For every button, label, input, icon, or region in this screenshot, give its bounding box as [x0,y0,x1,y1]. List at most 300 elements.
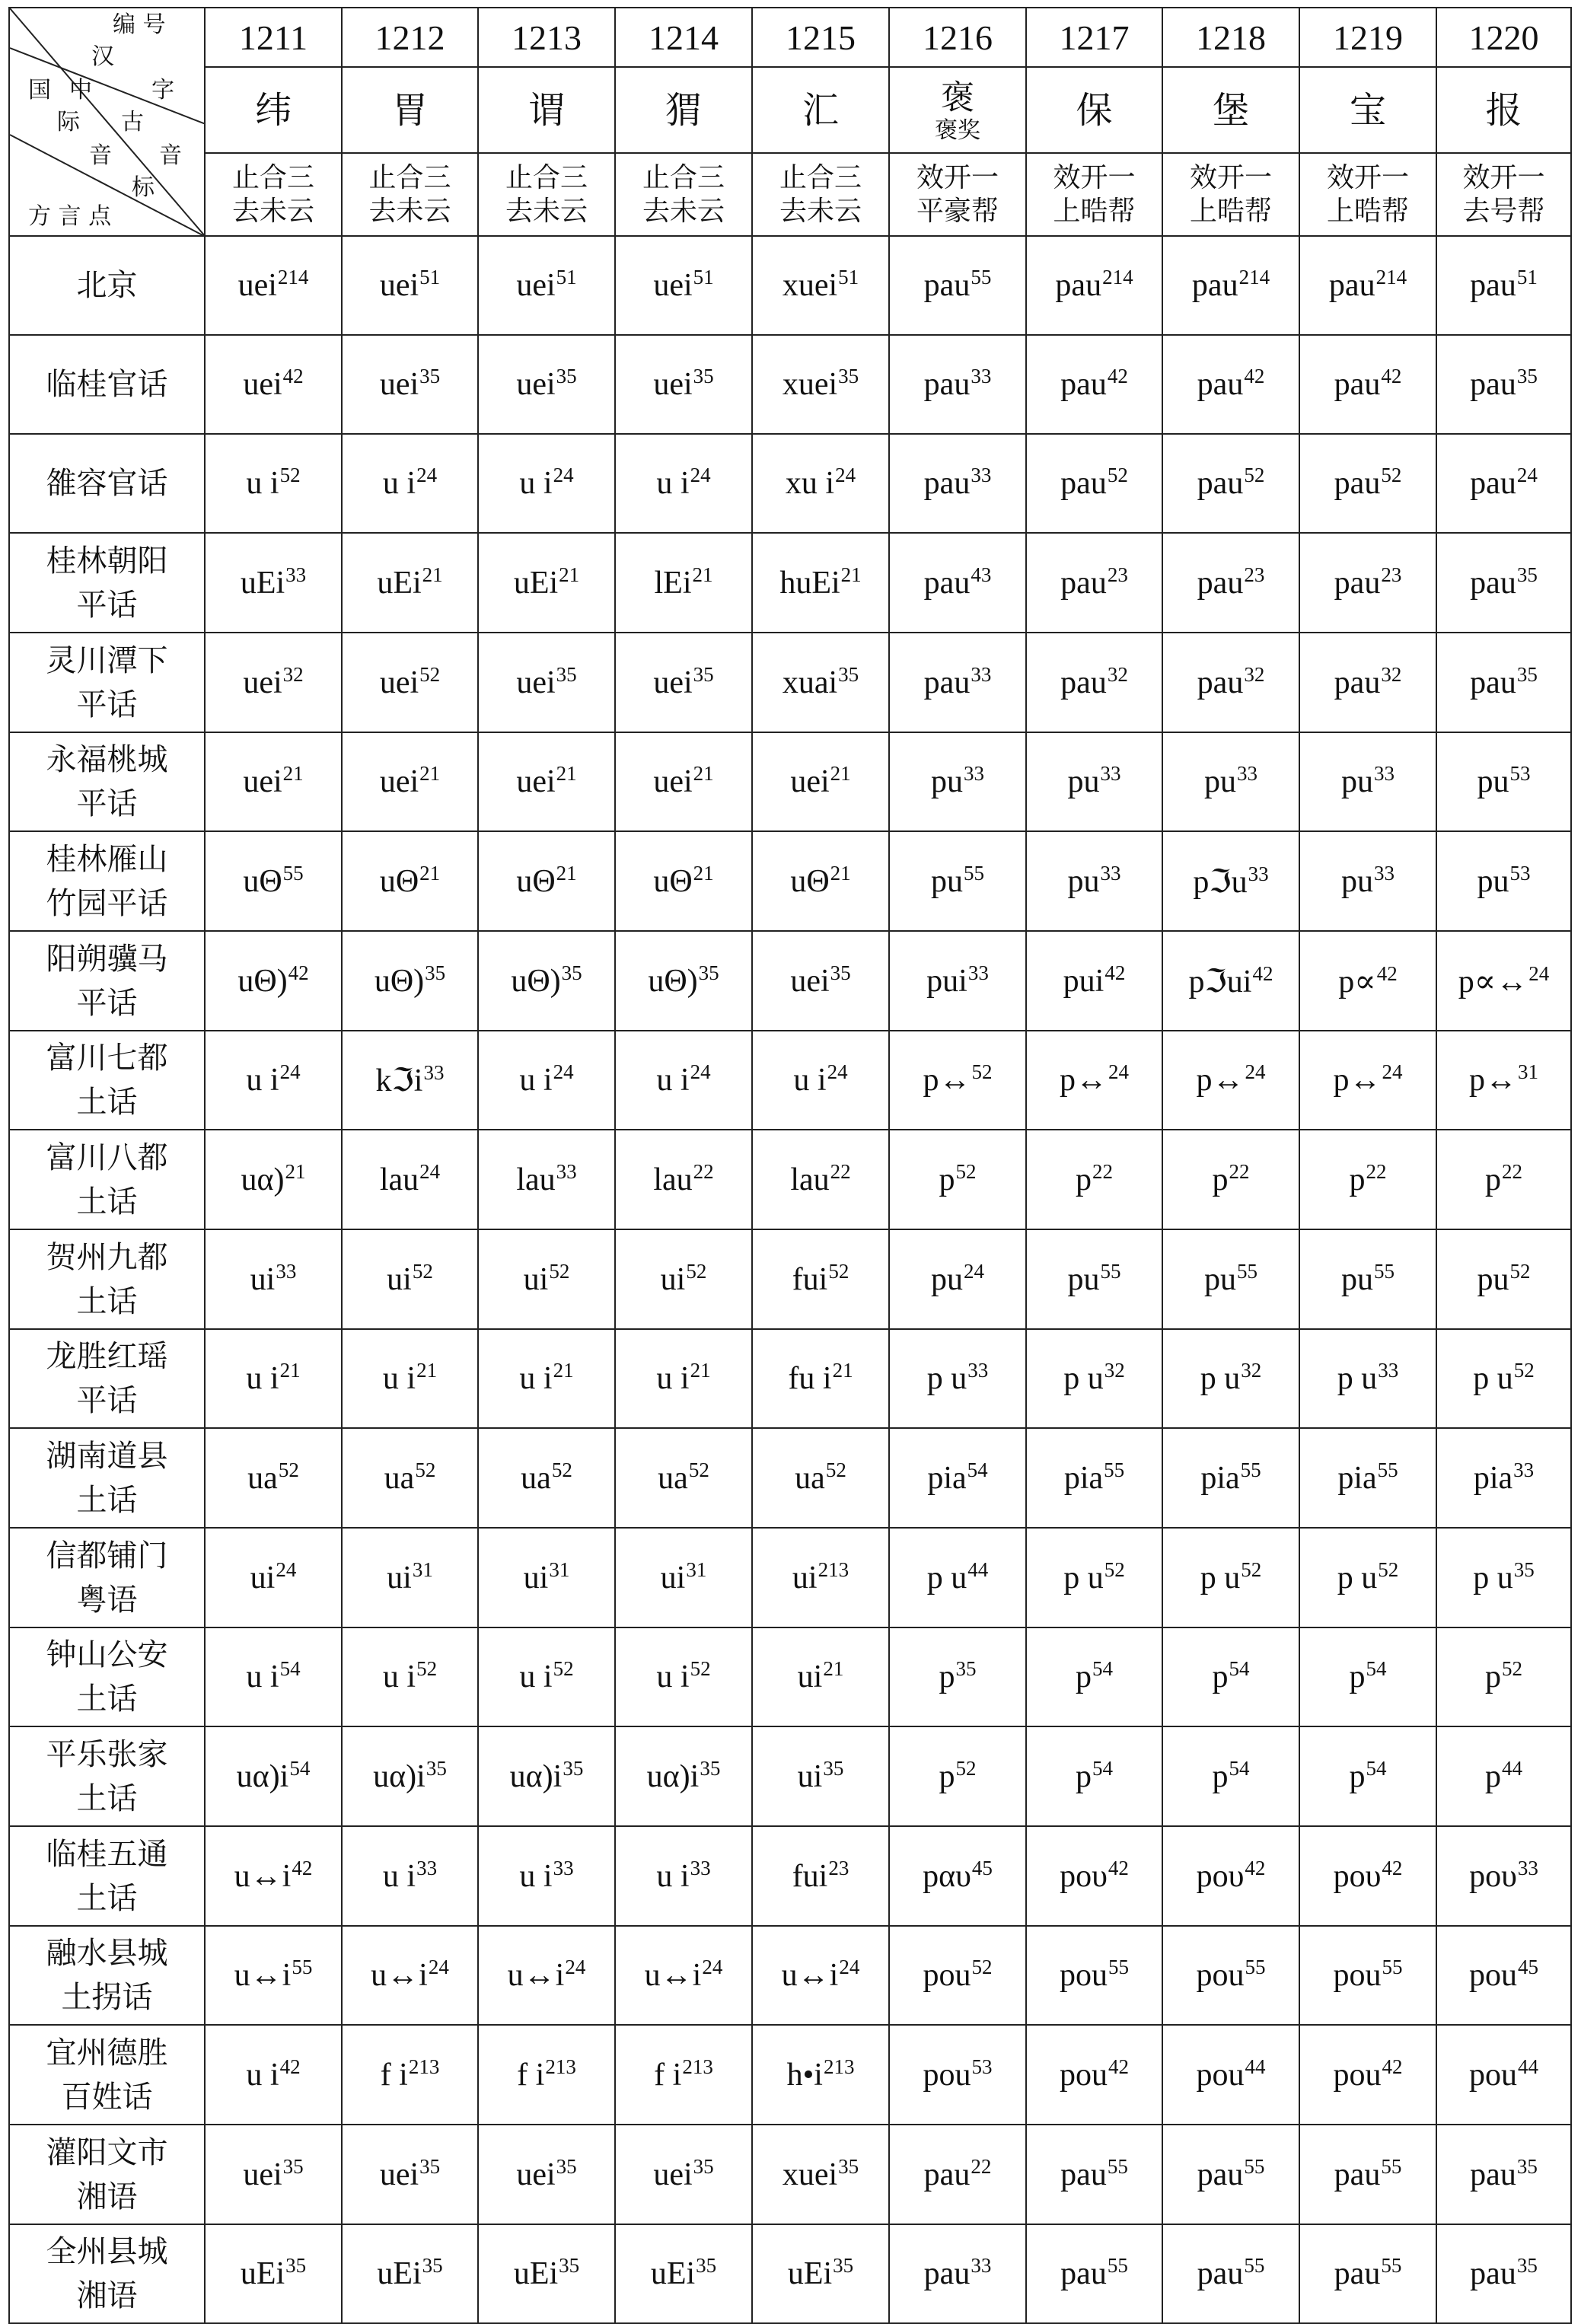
table-row [9,931,1571,1031]
pronunciation-cell [205,1329,342,1428]
tone-number: 33 [1100,861,1121,885]
header-row-numbers [9,8,1571,67]
tone-number: 23 [828,1856,849,1879]
pronunciation-cell [478,434,615,533]
ipa-syllable: xuei [782,2157,838,2192]
tone-number: 52 [1244,464,1265,486]
dialect-site-label [9,533,205,633]
tone-number: 32 [1381,662,1402,686]
table-row [9,1826,1571,1926]
column-number: 1215 [752,8,889,67]
tone-number: 33 [1248,862,1269,885]
ipa-syllable: lau [516,1162,556,1197]
tone-number: 24 [428,1956,449,1978]
ipa-syllable: pau [1470,2256,1516,2291]
pronunciation-cell [1299,931,1436,1031]
tone-number: 214 [1238,266,1270,289]
ipa-syllable: ui [387,1261,412,1297]
ipa-syllable: ui [797,1659,823,1694]
pronunciation-cell [342,2125,478,2224]
tone-number: 35 [830,961,851,984]
dialect-comparison-table [8,7,1572,2324]
ipa-syllable: p [939,1758,955,1794]
tone-number: 33 [1378,1359,1399,1382]
pronunciation-cell [205,1627,342,1726]
ipa-syllable: pu [1477,863,1509,899]
tone-number: 24 [1382,1060,1403,1083]
tone-number: 21 [830,861,851,885]
pronunciation-cell [1026,2125,1162,2224]
pronunciation-cell [1436,1826,1571,1926]
ipa-syllable: p u [1063,1560,1104,1596]
han-character: 保 [1076,88,1113,132]
site-name-line: 土话 [76,1085,138,1120]
tone-number: 35 [556,662,577,686]
column-number: 1216 [889,8,1026,67]
pronunciation-cell [889,1329,1026,1428]
tone-number: 52 [955,1159,977,1183]
pronunciation-cell [205,335,342,434]
category-line: 去未云 [779,195,862,227]
tone-number: 21 [692,563,713,586]
ipa-syllable: p↔ [1060,1063,1108,1098]
ipa-syllable: pu [1477,764,1509,799]
tone-number: 52 [688,1458,709,1481]
ipa-syllable: pu [1204,764,1236,799]
tone-number: 52 [278,1458,299,1481]
ipa-syllable: pau [1197,466,1244,501]
pronunciation-cell [889,1229,1026,1329]
tone-number: 22 [1092,1159,1113,1183]
tone-number: 52 [412,1259,433,1283]
ipa-syllable: uei [790,764,830,799]
pronunciation-cell [1162,1031,1299,1130]
tone-number: 31 [549,1557,570,1581]
ipa-syllable: ua [795,1460,825,1496]
pronunciation-cell [205,1726,342,1826]
tone-number: 35 [838,365,859,387]
tone-number: 24 [553,464,574,486]
ipa-syllable: u i [656,1858,690,1894]
ipa-syllable: pau [1334,367,1381,402]
ipa-syllable: u↔i [234,1858,292,1894]
pronunciation-cell [889,1926,1026,2025]
pronunciation-cell [752,1329,889,1428]
ipa-syllable: uEi [240,2256,285,2291]
ipa-syllable: p∝↔ [1458,964,1528,999]
site-name-line: 北京 [76,268,138,303]
dialect-site-label [9,1528,205,1627]
tone-number: 52 [971,1956,993,1978]
column-character [1026,67,1162,153]
tone-number: 24 [553,1060,574,1083]
pronunciation-cell [1436,633,1571,732]
ipa-syllable: pau [1060,2256,1107,2291]
ipa-syllable: pia [927,1460,967,1496]
tone-number: 55 [1104,1458,1125,1481]
ipa-syllable: uEi [513,2256,559,2291]
tone-number: 24 [419,1159,441,1183]
ipa-syllable: pau [1060,367,1107,402]
pronunciation-cell [342,1130,478,1229]
ipa-syllable: u↔i [371,1958,428,1993]
tone-number: 33 [423,1061,445,1084]
tone-number: 52 [955,1756,977,1780]
ipa-syllable: pℑui [1188,964,1252,999]
ipa-syllable: uei [379,268,419,303]
tone-number: 21 [840,563,862,586]
pronunciation-cell [205,931,342,1031]
pronunciation-cell [478,335,615,434]
pronunciation-cell [1436,1428,1571,1528]
ipa-syllable: pu [931,1261,963,1297]
tone-number: 35 [1516,2254,1538,2277]
pronunciation-cell [889,831,1026,931]
tone-number: 24 [1528,961,1550,985]
pronunciation-cell [478,1726,615,1826]
tone-number: 54 [1092,1657,1113,1680]
ipa-syllable: h•i [786,2057,823,2093]
pronunciation-cell [478,2224,615,2323]
tone-number: 52 [551,1458,572,1481]
pronunciation-cell [889,1428,1026,1528]
ipa-syllable: ua [658,1460,688,1496]
table-row [9,1229,1571,1329]
tone-number: 33 [971,464,992,486]
middle-chinese-category [1436,153,1571,236]
tone-number: 33 [1100,762,1121,785]
dialect-site-label [9,1926,205,2025]
tone-number: 33 [967,1359,989,1382]
tone-number: 33 [690,1856,711,1879]
han-character: 猬 [665,88,702,132]
category-line: 平豪帮 [916,195,999,227]
ipa-syllable: p [1485,1659,1501,1694]
category-line: 去未云 [231,195,314,227]
tone-number: 55 [964,861,984,885]
pronunciation-cell [342,2025,478,2125]
dialect-site-label [9,335,205,434]
pronunciation-cell [1026,1229,1162,1329]
tone-number: 55 [1240,1458,1261,1481]
pronunciation-cell [752,1031,889,1130]
pronunciation-cell [1436,2025,1571,2125]
ipa-syllable: p [1349,1758,1366,1794]
ipa-syllable: uei [516,367,556,402]
tone-number: 24 [1516,464,1538,486]
pronunciation-cell [478,2025,615,2125]
tone-number: 35 [556,2154,577,2178]
tone-number: 52 [415,1458,436,1481]
tone-number: 52 [416,1657,438,1680]
ipa-syllable: pu [1341,863,1373,899]
tone-number: 21 [690,1359,711,1382]
tone-number: 22 [971,2154,992,2178]
site-name-line: 土话 [76,1482,138,1518]
pronunciation-cell [752,533,889,633]
category-line: 止合三 [505,161,588,193]
corner-label-guo: 国 [28,77,51,104]
ipa-syllable: uei [653,268,693,303]
pronunciation-cell [1299,1528,1436,1627]
column-number: 1220 [1436,8,1571,67]
site-name-line: 雒容官话 [46,466,168,501]
category-line: 止合三 [779,161,862,193]
tone-number: 35 [833,2254,854,2277]
tone-number: 24 [690,464,711,486]
ipa-syllable: pau [1197,2157,1244,2192]
pronunciation-cell [205,236,342,335]
dialect-site-label [9,1428,205,1528]
tone-number: 51 [556,266,577,289]
pronunciation-cell [615,434,752,533]
tone-number: 33 [1517,1856,1538,1879]
ipa-syllable: pau [1197,367,1244,402]
pronunciation-cell [342,1031,478,1130]
pronunciation-cell [342,831,478,931]
ipa-syllable: pau [1060,665,1107,700]
ipa-syllable: lau [653,1162,693,1197]
ipa-syllable: pau [923,367,971,402]
ipa-syllable: pau [1334,665,1381,700]
pronunciation-cell [1299,335,1436,434]
pronunciation-cell [889,434,1026,533]
ipa-syllable: u i [382,1659,416,1694]
tone-number: 35 [425,961,446,984]
ipa-syllable: pou [1060,1958,1108,1993]
tone-number: 33 [553,1856,574,1879]
pronunciation-cell [1026,1329,1162,1428]
tone-number: 24 [839,1956,860,1978]
ipa-syllable: uα)i [646,1758,700,1794]
ipa-syllable: u i [519,1063,553,1098]
table-row [9,1130,1571,1229]
pronunciation-cell [1026,931,1162,1031]
tone-number: 213 [823,2055,855,2078]
ipa-syllable: uei [653,367,693,402]
pronunciation-cell [205,1229,342,1329]
ipa-syllable: fu i [788,1361,832,1396]
pronunciation-cell [205,1826,342,1926]
tone-number: 42 [1381,365,1402,387]
pronunciation-cell [889,1826,1026,1926]
site-name-line: 土话 [76,1283,138,1319]
pronunciation-cell [1026,1726,1162,1826]
pronunciation-cell [615,2025,752,2125]
pronunciation-cell [205,831,342,931]
tone-number: 32 [282,662,304,686]
site-name-line: 土话 [76,1682,138,1717]
ipa-syllable: pau [1470,565,1516,601]
ipa-syllable: u i [519,466,553,501]
tone-number: 35 [285,2254,307,2277]
middle-chinese-category [615,153,752,236]
tone-number: 53 [1509,762,1531,785]
ipa-syllable: pou [923,1958,971,1993]
pronunciation-cell [342,732,478,831]
pronunciation-cell [478,236,615,335]
pronunciation-cell [478,533,615,633]
table-row [9,1726,1571,1826]
pronunciation-cell [752,1229,889,1329]
tone-number: 53 [1509,861,1531,885]
site-name-line: 融水县城 [46,1936,168,1971]
ipa-syllable: uei [653,665,693,700]
tone-number: 55 [971,266,992,289]
tone-number: 21 [693,861,714,885]
ipa-syllable: p u [1473,1560,1513,1596]
ipa-syllable: u↔i [234,1958,292,1993]
tone-number: 24 [827,1060,848,1083]
pronunciation-cell [889,1528,1026,1627]
tone-number: 42 [1108,1856,1129,1879]
column-number: 1213 [478,8,615,67]
ipa-syllable: uΘ) [237,963,288,999]
ipa-syllable: uΘ) [648,963,698,999]
tone-number: 55 [1245,1956,1266,1978]
pronunciation-cell [1436,931,1571,1031]
pronunciation-cell [342,1627,478,1726]
pronunciation-cell [889,1627,1026,1726]
site-name-line: 富川七都 [46,1041,168,1076]
table-row [9,2125,1571,2224]
tone-number: 55 [292,1956,313,1978]
ipa-syllable: p [1076,1659,1092,1694]
pronunciation-cell [1162,1826,1299,1926]
ipa-syllable: pu [1341,1261,1373,1297]
tone-number: 35 [700,1756,721,1780]
column-number: 1212 [342,8,478,67]
ipa-syllable: u↔i [644,1958,702,1993]
tone-number: 54 [1366,1756,1387,1780]
pronunciation-cell [752,633,889,732]
pronunciation-cell [205,2224,342,2323]
tone-number: 42 [1244,365,1265,387]
ipa-syllable: pou [923,2057,971,2093]
tone-number: 42 [1107,365,1128,387]
tone-number: 24 [964,1259,984,1283]
tone-number: 52 [1107,464,1128,486]
ipa-syllable: p u [926,1560,967,1596]
dialect-site-label [9,1826,205,1926]
tone-number: 213 [408,2055,440,2078]
pronunciation-cell [1299,1229,1436,1329]
han-character: 褒 [941,78,974,117]
ipa-syllable: pau [923,2256,971,2291]
pronunciation-cell [752,1627,889,1726]
han-character: 汇 [802,88,839,132]
tone-number: 42 [1245,1856,1266,1879]
category-line: 效开一 [1053,161,1136,193]
tone-number: 52 [553,1657,574,1680]
dialect-site-label [9,2125,205,2224]
column-character [889,67,1026,153]
pronunciation-cell [615,335,752,434]
ipa-syllable: u i [246,1361,279,1396]
ipa-syllable: lEi [654,565,692,601]
tone-number: 55 [1381,2154,1402,2178]
corner-label-han: 汉 [91,43,114,70]
tone-number: 35 [426,1756,447,1780]
site-name-line: 信都铺门 [46,1538,168,1573]
ipa-syllable: pau [1055,268,1102,303]
pronunciation-cell [342,434,478,533]
ipa-syllable: pu [931,863,963,899]
tone-number: 52 [690,1657,711,1680]
pronunciation-cell [889,335,1026,434]
ipa-syllable: pau [1470,268,1516,303]
ipa-syllable: pou [1196,2057,1245,2093]
tone-number: 21 [832,1359,853,1382]
pronunciation-cell [1299,1627,1436,1726]
ipa-syllable: pou [1333,1958,1382,1993]
pronunciation-cell [1026,633,1162,732]
ipa-syllable: poυ [1060,1858,1108,1894]
tone-number: 33 [971,2254,992,2277]
tone-number: 33 [285,563,307,586]
pronunciation-cell [342,1428,478,1528]
dialect-site-label [9,831,205,931]
ipa-syllable: pau [1328,268,1375,303]
tone-number: 24 [690,1060,711,1083]
tone-number: 42 [282,365,304,387]
ipa-syllable: pau [1470,2157,1516,2192]
pronunciation-cell [752,1926,889,2025]
category-line: 上晧帮 [1326,195,1409,227]
pronunciation-cell [342,533,478,633]
ipa-syllable: fui [792,1858,828,1894]
tone-number: 52 [828,1259,849,1283]
ipa-syllable: u i [656,1361,690,1396]
tone-number: 53 [971,2055,993,2078]
pronunciation-cell [615,533,752,633]
dialect-site-label [9,1329,205,1428]
dialect-site-label [9,931,205,1031]
site-name-line: 百姓话 [61,2079,153,2115]
tone-number: 23 [1381,563,1402,586]
ipa-syllable: uEi [787,2256,833,2291]
tone-number: 33 [967,961,989,984]
corner-label-ji: 际 [57,109,80,135]
pronunciation-cell [478,831,615,931]
site-name-line: 湘语 [76,2278,138,2313]
tone-number: 54 [279,1657,301,1680]
category-line: 上晧帮 [1053,195,1136,227]
ipa-syllable: u i [656,1063,690,1098]
ipa-syllable: ui [523,1261,549,1297]
pronunciation-cell [342,236,478,335]
ipa-syllable: pou [1333,2057,1382,2093]
site-name-line: 全州县城 [46,2234,168,2269]
ipa-syllable: pou [1469,1958,1517,1993]
tone-number: 45 [971,1856,993,1879]
pronunciation-cell [889,633,1026,732]
ipa-syllable: pau [1060,466,1107,501]
column-number: 1218 [1162,8,1299,67]
tone-number: 55 [1381,2254,1402,2277]
tone-number: 42 [1108,2055,1129,2078]
ipa-syllable: uα)i [509,1758,563,1794]
ipa-syllable: p [1076,1162,1092,1197]
pronunciation-cell [1299,236,1436,335]
pronunciation-cell [752,931,889,1031]
pronunciation-cell [1436,1130,1571,1229]
pronunciation-cell [342,335,478,434]
pronunciation-cell [1162,1428,1299,1528]
category-line: 去未云 [368,195,451,227]
site-name-line: 贺州九都 [46,1239,168,1275]
pronunciation-cell [342,931,478,1031]
